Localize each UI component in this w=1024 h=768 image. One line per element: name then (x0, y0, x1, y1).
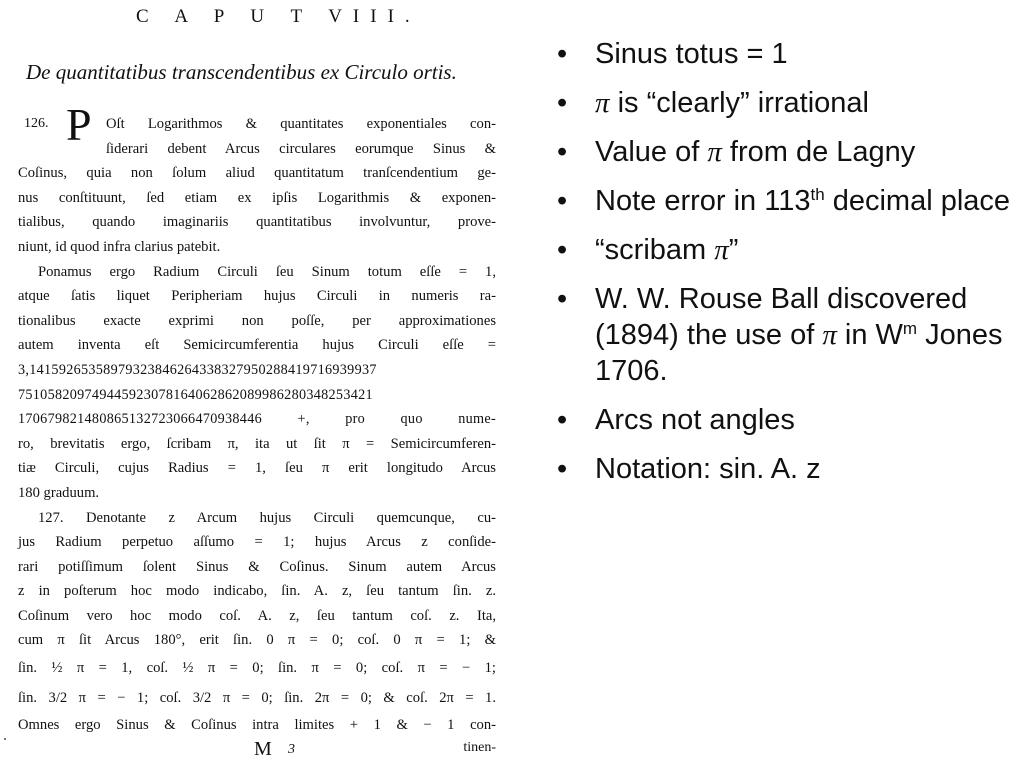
signature-mark: M (254, 738, 272, 760)
text-line: ſin. ½ π = 1, coſ. ½ π = 0; ſin. π = 0; coſ. π = − 1; (18, 660, 496, 677)
bullet-item: • π is “clearly” irrational (555, 85, 1015, 121)
bullet-item: • Note error in 113th decimal place (555, 183, 1015, 219)
bullet-item: • “scribam π” (555, 232, 1015, 268)
text-line: Coſinus, quia non ſolum aliud quantitatum tranſcendentium ge- (18, 165, 496, 182)
pi-digits-line: 170679821480865132723066470938446 +, pro quo nume- (18, 411, 496, 428)
text-line: autem inventa eſt Semicircumferentia hujus Circuli eſſe = (18, 337, 496, 354)
scanned-book-page (18, 0, 523, 768)
text-line: jus Radium perpetuo aſſumo = 1; hujus Arcus z conſide- (18, 534, 496, 551)
text-line: tionalibus exacte exprimi non poſſe, per approximationes (18, 312, 496, 329)
page-text (18, 99, 496, 738)
signature-number: 3 (288, 742, 295, 757)
text-line: Ponamus ergo Radium Circuli ſeu Sinum totum eſſe = 1, (38, 263, 496, 280)
catchword: tinen- (463, 740, 496, 755)
text-line: niunt, id quod infra clarius patebit. (18, 238, 221, 255)
scan-artifact (4, 738, 6, 740)
text-line: cum π ſit Arcus 180°, erit ſin. 0 π = 0; coſ. 0 π = 1; & (18, 632, 496, 649)
pi-symbol: π (595, 87, 610, 119)
chapter-heading: C A P U T VIII. (136, 6, 421, 27)
text-line: Omnes ergo Sinus & Coſinus intra limites + 1 & − 1 con- (18, 717, 496, 734)
pi-symbol: π (714, 234, 729, 266)
text-line: ſin. 3/2 π = − 1; coſ. 3/2 π = 0; ſin. 2π = 0; & coſ. 2π = 1. (18, 690, 496, 707)
pi-symbol: π (822, 319, 837, 351)
superscript: th (810, 185, 825, 204)
text-line: tialibus, quando imaginariis quantitatibus involvuntur, prove- (18, 214, 496, 231)
bullet-item: • W. W. Rouse Ball discovered (1894) the use of π in $W^m$ Jones 1706. (555, 281, 1015, 389)
chapter-subtitle: De quantitatibus transcendentibus ex Circulo ortis. (26, 60, 457, 84)
bullet-list (555, 36, 1015, 500)
paragraph-number: 126. (24, 116, 49, 131)
superscript: m (902, 319, 918, 338)
text-line: tiæ Circuli, cujus Radius = 1, ſeu π erit longitudo Arcus (18, 460, 496, 477)
text-line: Coſinum vero hoc modo coſ. A. z, ſeu tantum coſ. z. Ita, (18, 607, 496, 624)
text-line: 180 graduum. (18, 484, 100, 501)
pi-digits-line: 751058209749445923078164062862089986280348253421 (18, 386, 373, 403)
text-line: 126. P Oſt Logarithmos & quantitates exponentiales con- (24, 99, 496, 150)
text-line: rari potiſſimum ſolent Sinus & Coſinus. Sinum autem Arcus (18, 558, 496, 575)
pi-symbol: π (707, 136, 722, 168)
pi-digits-line: 3,14159265358979323846264338327950288419716939937 (18, 361, 377, 378)
text-line: ro, brevitatis ergo, ſcribam π, ita ut ſit π = Semicircumferen- (18, 435, 496, 452)
text-line: nus conſtituunt, ſed etiam ex ipſis Logarithmis & exponen- (18, 189, 496, 206)
page-footer (18, 738, 496, 762)
bullet-item: • Arcs not angles (555, 402, 1015, 438)
text-line: ſiderari debent Arcus circulares eorumque Sinus & (106, 140, 496, 157)
text-line: atque ſatis liquet Peripheriam hujus Circuli in numeris ra- (18, 288, 496, 305)
text-line: z in poſterum hoc modo indicabo, ſin. A. z, ſeu tantum ſin. z. (18, 583, 496, 600)
drop-cap: P (66, 99, 92, 150)
text-line: 127. Denotante z Arcum hujus Circuli quemcunque, cu- (38, 509, 496, 526)
bullet-item: • Value of π from de Lagny (555, 134, 1015, 170)
bullet-item: • Sinus totus = 1 (555, 36, 1015, 72)
bullet-item: • Notation: sin. A. z (555, 451, 1015, 487)
